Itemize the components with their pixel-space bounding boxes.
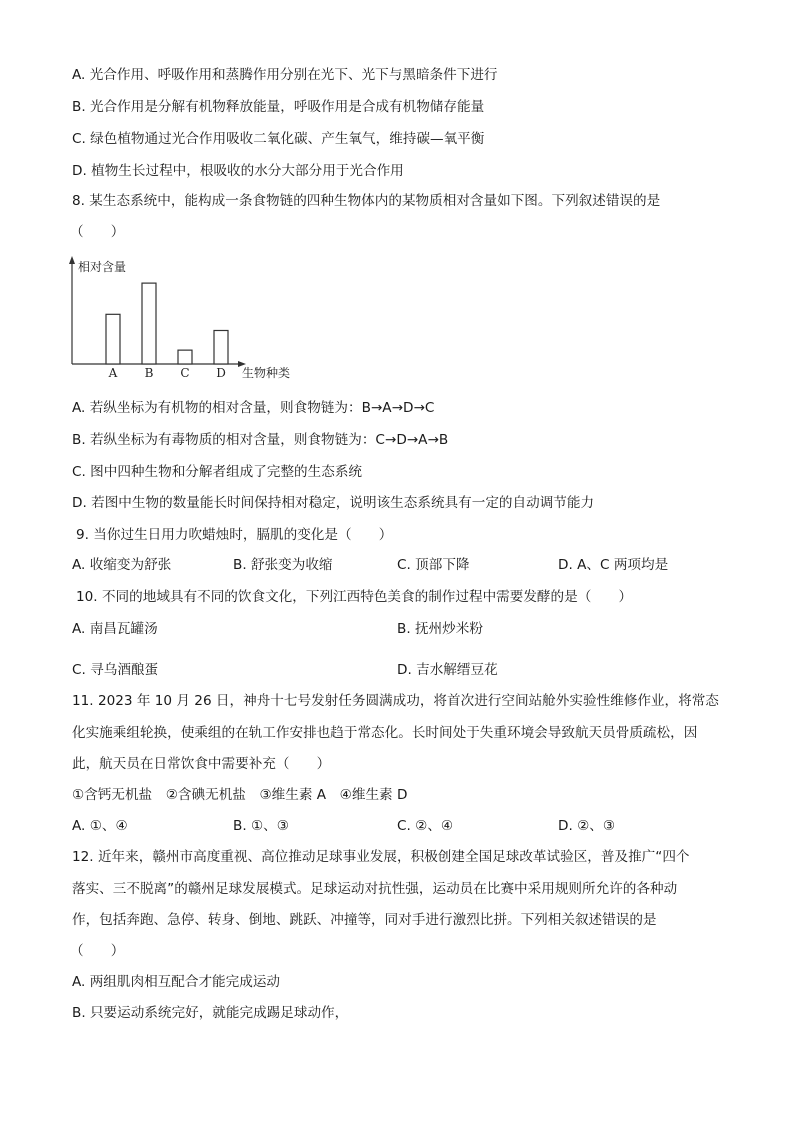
q11-stem-line-3: 此，航天员在日常饮食中需要补充（ ） [72, 756, 331, 772]
q12-stem-line-2: 落实、三不脱离”的赣州足球发展模式。足球运动对抗性强，运动员在比赛中采用规则所允许的各种动 [72, 881, 678, 897]
q11-option-a: A. ①、④ [72, 818, 128, 834]
tick-label-c: C [180, 366, 190, 380]
q11-option-b: B. ①、③ [233, 818, 289, 834]
bar-d [214, 330, 228, 364]
q10-option-d: D. 吉水解缙豆花 [397, 662, 498, 678]
q11-items: ①含钙无机盐 ②含碘无机盐 ③维生素 A ④维生素 D [72, 787, 408, 803]
q12-answer-blank: （ ） [70, 943, 125, 959]
q9-option-a: A. 收缩变为舒张 [72, 557, 172, 573]
q10-stem: 10. 不同的地域具有不同的饮食文化，下列江西特色美食的制作过程中需要发酵的是（ ） [76, 589, 633, 605]
q10-option-b: B. 抚州炒米粉 [397, 621, 483, 637]
bar-c [178, 350, 192, 364]
q7-option-a: A. 光合作用、呼吸作用和蒸腾作用分别在光下、光下与黑暗条件下进行 [72, 67, 498, 83]
q7-option-d: D. 植物生长过程中，根吸收的水分大部分用于光合作用 [72, 163, 404, 179]
bar-a [106, 314, 120, 364]
q8-option-a: A. 若纵坐标为有机物的相对含量，则食物链为：B→A→D→C [72, 400, 435, 416]
q11-stem-line-1: 11. 2023 年 10 月 26 日，神舟十七号发射任务圆满成功，将首次进行空间站舱外实验性维修作业，将常态 [72, 693, 719, 709]
q9-stem: 9. 当你过生日用力吹蜡烛时，膈肌的变化是（ ） [76, 527, 393, 543]
q12-stem-line-3: 作，包括奔跑、急停、转身、倒地、跳跃、冲撞等，同对手进行激烈比拼。下列相关叙述错误的是 [72, 912, 657, 928]
bar-b [142, 283, 156, 364]
q7-option-b: B. 光合作用是分解有机物释放能量，呼吸作用是合成有机物储存能量 [72, 99, 485, 115]
q9-option-d: D. A、C 两项均是 [558, 557, 669, 573]
y-axis-arrow [69, 256, 75, 264]
tick-label-a: A [108, 366, 118, 380]
bar-chart [60, 252, 320, 382]
q12-stem-line-1: 12. 近年来，赣州市高度重视、高位推动足球事业发展，积极创建全国足球改革试验区，普及推广“四个 [72, 849, 690, 865]
q7-option-c: C. 绿色植物通过光合作用吸收二氧化碳、产生氧气，维持碳—氧平衡 [72, 131, 485, 147]
q9-option-c: C. 顶部下降 [397, 557, 470, 573]
q8-option-b: B. 若纵坐标为有毒物质的相对含量，则食物链为：C→D→A→B [72, 432, 449, 448]
q9-option-b: B. 舒张变为收缩 [233, 557, 333, 573]
q8-option-d: D. 若图中生物的数量能长时间保持相对稳定，说明该生态系统具有一定的自动调节能力 [72, 495, 595, 511]
q8-option-c: C. 图中四种生物和分解者组成了完整的生态系统 [72, 464, 363, 480]
q11-stem-line-2: 化实施乘组轮换，使乘组的在轨工作安排也趋于常态化。长时间处于失重环境会导致航天员骨质疏松，因 [72, 725, 698, 741]
q10-option-c: C. 寻乌酒酿蛋 [72, 662, 159, 678]
q8-answer-blank: （ ） [70, 224, 125, 240]
q12-option-a: A. 两组肌肉相互配合才能完成运动 [72, 974, 281, 990]
y-axis-label: 相对含量 [78, 260, 127, 274]
tick-label-d: D [216, 366, 226, 380]
tick-label-b: B [144, 366, 154, 380]
q12-option-b: B. 只要运动系统完好，就能完成踢足球动作， [72, 1005, 349, 1021]
q11-option-d: D. ②、③ [558, 818, 616, 834]
x-axis-label: 生物种类 [242, 366, 291, 380]
q8-stem: 8. 某生态系统中，能构成一条食物链的四种生物体内的某物质相对含量如下图。下列叙述错误的是 [72, 193, 661, 209]
q11-option-c: C. ②、④ [397, 818, 454, 834]
q10-option-a: A. 南昌瓦罐汤 [72, 621, 158, 637]
